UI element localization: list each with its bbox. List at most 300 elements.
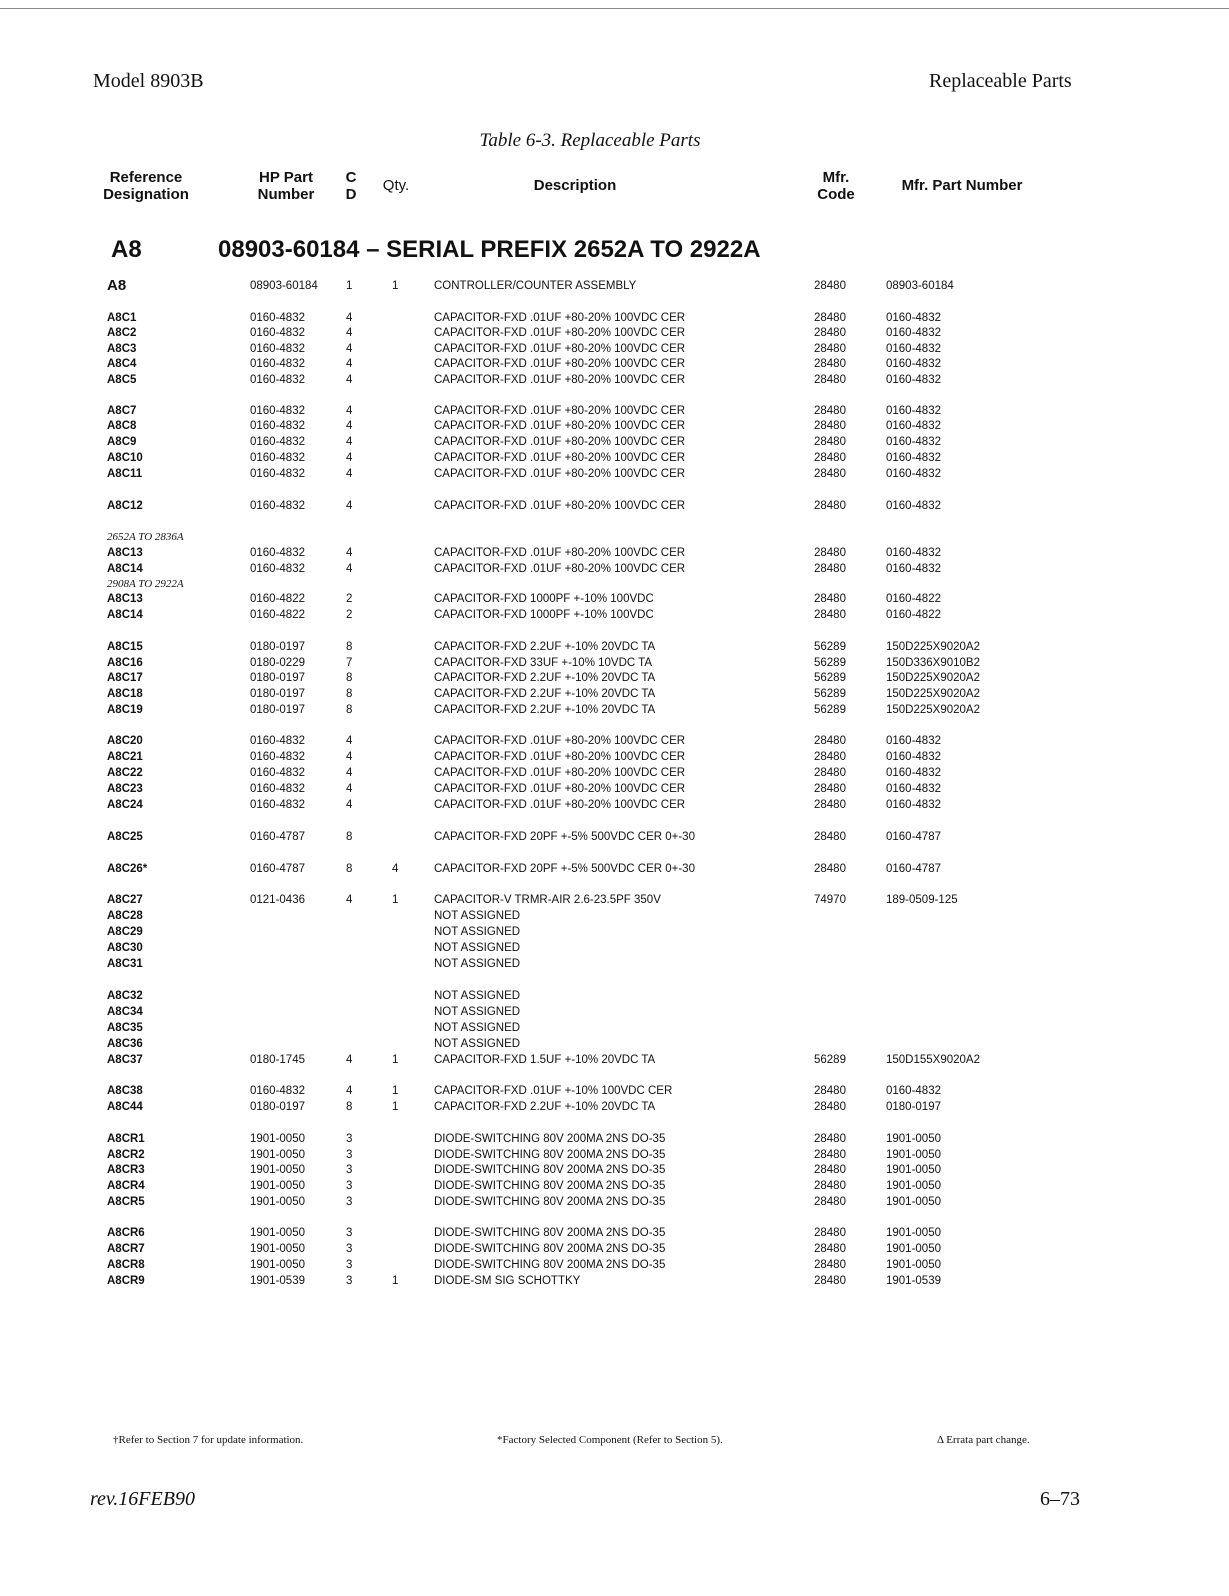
- cell-ref: A8C34: [107, 1006, 143, 1018]
- cell-cd: 4: [346, 894, 353, 906]
- cell-ref: A8C7: [107, 405, 137, 417]
- cell-mpn: 0160-4832: [886, 799, 941, 811]
- cell-hp: 0160-4832: [250, 374, 305, 386]
- table-row: [0, 797, 1229, 813]
- table-row: [0, 591, 1229, 607]
- col-header-description: Description: [533, 177, 617, 194]
- table-row: [0, 607, 1229, 623]
- col-header-hp-line2: Number: [257, 186, 315, 203]
- cell-mpn: 0160-4832: [886, 452, 941, 464]
- cell-cd: 8: [346, 831, 353, 843]
- cell-desc: CAPACITOR-FXD 2.2UF +-10% 20VDC TA: [434, 1101, 656, 1113]
- col-header-cd: [341, 169, 361, 203]
- table-row: [0, 325, 1229, 341]
- cell-ref: A8CR7: [107, 1243, 145, 1255]
- cell-ref: A8C13: [107, 593, 143, 605]
- cell-hp: 1901-0050: [250, 1164, 305, 1176]
- cell-mfr: 28480: [814, 500, 846, 512]
- section-header: Replaceable Parts: [929, 70, 1072, 92]
- cell-hp: 0160-4832: [250, 799, 305, 811]
- cell-desc: CAPACITOR-FXD .01UF +80-20% 100VDC CER: [434, 735, 686, 747]
- cell-mfr: 28480: [814, 452, 846, 464]
- table-row: [0, 702, 1229, 718]
- footnote-factory-selected: *Factory Selected Component (Refer to Section 5).: [497, 1434, 723, 1446]
- cell-mpn: 0160-4832: [886, 547, 941, 559]
- col-header-mfr-line2: Code: [817, 186, 855, 203]
- table-row: [0, 686, 1229, 702]
- cell-mfr: 28480: [814, 343, 846, 355]
- cell-ref: A8CR3: [107, 1164, 145, 1176]
- table-row: [0, 670, 1229, 686]
- cell-mfr: 28480: [814, 563, 846, 575]
- cell-mpn: 0160-4832: [886, 751, 941, 763]
- cell-ref: A8C11: [107, 468, 143, 480]
- cell-ref: A8C36: [107, 1038, 143, 1050]
- cell-mpn: 150D225X9020A2: [886, 704, 980, 716]
- cell-hp: 0160-4787: [250, 863, 305, 875]
- cell-mfr: 28480: [814, 1227, 846, 1239]
- cell-desc: DIODE-SWITCHING 80V 200MA 2NS DO-35: [434, 1259, 666, 1271]
- cell-hp: 0160-4832: [250, 563, 305, 575]
- cell-ref: A8C28: [107, 910, 143, 922]
- cell-mpn: 0160-4832: [886, 767, 941, 779]
- cell-ref: A8C1: [107, 312, 137, 324]
- cell-desc: CAPACITOR-FXD .01UF +80-20% 100VDC CER: [434, 327, 686, 339]
- cell-qty: 1: [392, 280, 399, 292]
- cell-hp: 1901-0050: [250, 1149, 305, 1161]
- cell-desc: CAPACITOR-FXD .01UF +80-20% 100VDC CER: [434, 374, 686, 386]
- table-row: [0, 1241, 1229, 1257]
- cell-desc: DIODE-SWITCHING 80V 200MA 2NS DO-35: [434, 1227, 666, 1239]
- cell-ref: A8CR2: [107, 1149, 145, 1161]
- table-row: [0, 765, 1229, 781]
- cell-hp: 08903-60184: [250, 280, 318, 292]
- cell-ref: A8C37: [107, 1054, 143, 1066]
- cell-cd: 3: [346, 1259, 353, 1271]
- cell-desc: CAPACITOR-FXD .01UF +80-20% 100VDC CER: [434, 343, 686, 355]
- cell-qty: 1: [392, 1085, 399, 1097]
- cell-desc: CAPACITOR-FXD .01UF +80-20% 100VDC CER: [434, 436, 686, 448]
- cell-desc: DIODE-SWITCHING 80V 200MA 2NS DO-35: [434, 1149, 666, 1161]
- col-header-reference-line2: Designation: [103, 186, 189, 203]
- cell-ref: A8C35: [107, 1022, 143, 1034]
- cell-mfr: 28480: [814, 735, 846, 747]
- top-rule: [0, 8, 1229, 9]
- cell-mfr: 56289: [814, 672, 846, 684]
- cell-hp: 0160-4832: [250, 343, 305, 355]
- col-header-mfr-part-number: Mfr. Part Number: [901, 177, 1023, 194]
- cell-hp: 1901-0050: [250, 1227, 305, 1239]
- col-header-hp-part: [248, 169, 324, 203]
- assembly-ref: A8: [111, 236, 142, 263]
- cell-mpn: 150D225X9020A2: [886, 672, 980, 684]
- cell-cd: 2: [346, 593, 353, 605]
- cell-cd: 4: [346, 735, 353, 747]
- cell-hp: 0180-0197: [250, 672, 305, 684]
- cell-mfr: 28480: [814, 767, 846, 779]
- cell-mpn: 0160-4832: [886, 783, 941, 795]
- table-row: [0, 278, 1229, 294]
- cell-cd: 4: [346, 468, 353, 480]
- cell-mfr: 28480: [814, 405, 846, 417]
- cell-mfr: 28480: [814, 358, 846, 370]
- table-row: [0, 356, 1229, 372]
- cell-desc: CAPACITOR-FXD .01UF +80-20% 100VDC CER: [434, 751, 686, 763]
- cell-cd: 4: [346, 374, 353, 386]
- cell-hp: 0160-4832: [250, 358, 305, 370]
- cell-ref: A8C32: [107, 990, 143, 1002]
- cell-ref: A8C15: [107, 641, 143, 653]
- table-row: [0, 1225, 1229, 1241]
- cell-ref: A8C22: [107, 767, 143, 779]
- cell-desc: CAPACITOR-FXD .01UF +80-20% 100VDC CER: [434, 405, 686, 417]
- cell-mfr: 28480: [814, 799, 846, 811]
- cell-ref: A8C2: [107, 327, 137, 339]
- cell-hp: 1901-0050: [250, 1259, 305, 1271]
- cell-desc: DIODE-SWITCHING 80V 200MA 2NS DO-35: [434, 1196, 666, 1208]
- cell-cd: 4: [346, 312, 353, 324]
- cell-ref: A8C16: [107, 657, 143, 669]
- cell-mpn: 1901-0050: [886, 1243, 941, 1255]
- table-row: [0, 545, 1229, 561]
- cell-mpn: 1901-0539: [886, 1275, 941, 1287]
- cell-cd: 3: [346, 1196, 353, 1208]
- table-row: [0, 733, 1229, 749]
- cell-hp: 0160-4832: [250, 547, 305, 559]
- cell-mfr: 28480: [814, 1196, 846, 1208]
- cell-mfr: 56289: [814, 1054, 846, 1066]
- cell-ref: A8C21: [107, 751, 143, 763]
- cell-cd: 3: [346, 1243, 353, 1255]
- cell-cd: 2: [346, 609, 353, 621]
- cell-desc: CAPACITOR-FXD .01UF +80-20% 100VDC CER: [434, 312, 686, 324]
- cell-mpn: 0160-4832: [886, 468, 941, 480]
- assembly-title: 08903-60184 – SERIAL PREFIX 2652A TO 2922A: [218, 236, 761, 263]
- table-row: [0, 1162, 1229, 1178]
- cell-desc: NOT ASSIGNED: [434, 926, 521, 938]
- cell-cd: 4: [346, 751, 353, 763]
- table-row: [0, 892, 1229, 908]
- cell-cd: 4: [346, 452, 353, 464]
- cell-desc: CAPACITOR-FXD 2.2UF +-10% 20VDC TA: [434, 688, 656, 700]
- cell-desc: CAPACITOR-FXD .01UF +80-20% 100VDC CER: [434, 783, 686, 795]
- cell-ref: 2652A TO 2836A: [107, 531, 184, 543]
- cell-hp: 0160-4832: [250, 420, 305, 432]
- cell-desc: NOT ASSIGNED: [434, 1038, 521, 1050]
- cell-mpn: 0160-4832: [886, 420, 941, 432]
- cell-desc: CAPACITOR-FXD 2.2UF +-10% 20VDC TA: [434, 704, 656, 716]
- table-row: [0, 1194, 1229, 1210]
- cell-desc: CAPACITOR-FXD 20PF +-5% 500VDC CER 0+-30: [434, 831, 695, 843]
- cell-ref: A8C20: [107, 735, 143, 747]
- cell-mpn: 189-0509-125: [886, 894, 958, 906]
- cell-hp: 0160-4832: [250, 751, 305, 763]
- cell-desc: CAPACITOR-FXD 1.5UF +-10% 20VDC TA: [434, 1054, 656, 1066]
- cell-mfr: 28480: [814, 547, 846, 559]
- col-header-qty: Qty.: [382, 177, 410, 194]
- cell-mfr: 28480: [814, 1149, 846, 1161]
- cell-mfr: 56289: [814, 688, 846, 700]
- cell-ref: A8C30: [107, 942, 143, 954]
- cell-mpn: 0160-4787: [886, 831, 941, 843]
- cell-mfr: 28480: [814, 863, 846, 875]
- cell-mpn: 0160-4832: [886, 500, 941, 512]
- table-row: [0, 655, 1229, 671]
- cell-mfr: 28480: [814, 280, 846, 292]
- cell-ref: A8C26*: [107, 863, 148, 875]
- cell-cd: 4: [346, 405, 353, 417]
- cell-desc: CAPACITOR-FXD .01UF +80-20% 100VDC CER: [434, 358, 686, 370]
- cell-hp: 0180-1745: [250, 1054, 305, 1066]
- cell-ref: A8C13: [107, 547, 143, 559]
- cell-mpn: 0160-4822: [886, 609, 941, 621]
- cell-ref: A8C24: [107, 799, 143, 811]
- col-header-cd-line2: D: [345, 186, 357, 203]
- cell-desc: CAPACITOR-FXD 1000PF +-10% 100VDC: [434, 609, 654, 621]
- cell-hp: 1901-0539: [250, 1275, 305, 1287]
- cell-mpn: 0160-4832: [886, 436, 941, 448]
- cell-mfr: 28480: [814, 609, 846, 621]
- cell-desc: NOT ASSIGNED: [434, 910, 521, 922]
- cell-ref: A8C4: [107, 358, 137, 370]
- cell-desc: CAPACITOR-FXD 33UF +-10% 10VDC TA: [434, 657, 653, 669]
- cell-desc: NOT ASSIGNED: [434, 958, 521, 970]
- cell-hp: 0160-4832: [250, 735, 305, 747]
- cell-cd: 3: [346, 1149, 353, 1161]
- cell-ref: A8C8: [107, 420, 137, 432]
- cell-cd: 8: [346, 672, 353, 684]
- cell-cd: 7: [346, 657, 353, 669]
- cell-qty: 4: [392, 863, 399, 875]
- table-row: [0, 639, 1229, 655]
- table-row: [0, 1004, 1229, 1020]
- table-row: [0, 924, 1229, 940]
- cell-ref: A8CR8: [107, 1259, 145, 1271]
- cell-desc: CAPACITOR-FXD .01UF +80-20% 100VDC CER: [434, 468, 686, 480]
- table-row: [0, 1099, 1229, 1115]
- cell-mpn: 150D225X9020A2: [886, 641, 980, 653]
- cell-mfr: 28480: [814, 374, 846, 386]
- cell-mfr: 28480: [814, 436, 846, 448]
- cell-hp: 0160-4832: [250, 327, 305, 339]
- cell-mpn: 150D336X9010B2: [886, 657, 980, 669]
- cell-mfr: 28480: [814, 831, 846, 843]
- table-row: [0, 418, 1229, 434]
- cell-hp: 1901-0050: [250, 1243, 305, 1255]
- cell-desc: CAPACITOR-V TRMR-AIR 2.6-23.5PF 350V: [434, 894, 661, 906]
- cell-mpn: 1901-0050: [886, 1196, 941, 1208]
- cell-cd: 4: [346, 799, 353, 811]
- cell-desc: NOT ASSIGNED: [434, 942, 521, 954]
- cell-mpn: 1901-0050: [886, 1259, 941, 1271]
- table-row: [0, 781, 1229, 797]
- cell-ref: A8C29: [107, 926, 143, 938]
- cell-cd: 4: [346, 358, 353, 370]
- cell-hp: 0160-4832: [250, 436, 305, 448]
- table-row: [0, 749, 1229, 765]
- cell-hp: 0160-4787: [250, 831, 305, 843]
- table-row: [0, 956, 1229, 972]
- cell-mfr: 28480: [814, 1133, 846, 1145]
- cell-mfr: 28480: [814, 1164, 846, 1176]
- table-row: [0, 341, 1229, 357]
- cell-desc: CAPACITOR-FXD .01UF +80-20% 100VDC CER: [434, 452, 686, 464]
- cell-cd: 4: [346, 547, 353, 559]
- cell-cd: 4: [346, 343, 353, 355]
- cell-desc: CAPACITOR-FXD .01UF +-10% 100VDC CER: [434, 1085, 673, 1097]
- cell-cd: 8: [346, 1101, 353, 1113]
- cell-ref: A8C14: [107, 563, 143, 575]
- cell-mfr: 28480: [814, 783, 846, 795]
- table-row: [0, 450, 1229, 466]
- cell-cd: 3: [346, 1164, 353, 1176]
- cell-desc: CAPACITOR-FXD .01UF +80-20% 100VDC CER: [434, 547, 686, 559]
- cell-cd: 4: [346, 436, 353, 448]
- cell-ref: A8C18: [107, 688, 143, 700]
- table-row: [0, 1257, 1229, 1273]
- cell-mpn: 0160-4832: [886, 405, 941, 417]
- cell-ref: A8C23: [107, 783, 143, 795]
- cell-hp: 0180-0197: [250, 1101, 305, 1113]
- cell-desc: CAPACITOR-FXD .01UF +80-20% 100VDC CER: [434, 500, 686, 512]
- cell-cd: 4: [346, 500, 353, 512]
- cell-ref: A8C27: [107, 894, 143, 906]
- cell-mpn: 1901-0050: [886, 1180, 941, 1192]
- cell-ref: A8CR4: [107, 1180, 145, 1192]
- cell-cd: 4: [346, 1085, 353, 1097]
- page-number: 6–73: [1040, 1488, 1080, 1510]
- cell-desc: CAPACITOR-FXD 1000PF +-10% 100VDC: [434, 593, 654, 605]
- cell-qty: 1: [392, 1101, 399, 1113]
- cell-desc: DIODE-SM SIG SCHOTTKY: [434, 1275, 581, 1287]
- cell-ref: A8C19: [107, 704, 143, 716]
- col-header-mfr-line1: Mfr.: [822, 169, 850, 186]
- cell-mpn: 08903-60184: [886, 280, 954, 292]
- table-row: [0, 576, 1229, 592]
- cell-hp: 0160-4822: [250, 593, 305, 605]
- cell-hp: 1901-0050: [250, 1180, 305, 1192]
- cell-mpn: 0160-4832: [886, 312, 941, 324]
- table-row: [0, 434, 1229, 450]
- cell-mfr: 56289: [814, 657, 846, 669]
- cell-mpn: 1901-0050: [886, 1164, 941, 1176]
- cell-cd: 4: [346, 767, 353, 779]
- col-header-reference-line1: Reference: [109, 169, 183, 186]
- cell-mfr: 56289: [814, 641, 846, 653]
- table-row: [0, 1083, 1229, 1099]
- table-row: [0, 1178, 1229, 1194]
- table-row: [0, 310, 1229, 326]
- cell-ref: A8CR6: [107, 1227, 145, 1239]
- cell-mfr: 28480: [814, 751, 846, 763]
- cell-cd: 4: [346, 1054, 353, 1066]
- table-row: [0, 861, 1229, 877]
- cell-mfr: 28480: [814, 1243, 846, 1255]
- table-row: [0, 908, 1229, 924]
- cell-mfr: 28480: [814, 593, 846, 605]
- cell-mfr: 28480: [814, 1085, 846, 1097]
- cell-hp: 0160-4832: [250, 783, 305, 795]
- cell-ref: A8C25: [107, 831, 143, 843]
- footnote-update: †Refer to Section 7 for update information.: [113, 1434, 304, 1446]
- cell-mpn: 0180-0197: [886, 1101, 941, 1113]
- cell-mpn: 0160-4822: [886, 593, 941, 605]
- cell-ref: A8CR9: [107, 1275, 145, 1287]
- cell-mfr: 28480: [814, 1180, 846, 1192]
- table-row: [0, 1036, 1229, 1052]
- cell-hp: 0160-4832: [250, 500, 305, 512]
- cell-hp: 0160-4832: [250, 468, 305, 480]
- cell-ref: A8C38: [107, 1085, 143, 1097]
- table-row: [0, 1273, 1229, 1289]
- cell-mpn: 150D225X9020A2: [886, 688, 980, 700]
- cell-cd: 8: [346, 641, 353, 653]
- cell-desc: CAPACITOR-FXD 20PF +-5% 500VDC CER 0+-30: [434, 863, 695, 875]
- cell-desc: CAPACITOR-FXD 2.2UF +-10% 20VDC TA: [434, 672, 656, 684]
- cell-desc: CAPACITOR-FXD .01UF +80-20% 100VDC CER: [434, 420, 686, 432]
- cell-hp: 0180-0197: [250, 641, 305, 653]
- cell-mpn: 0160-4832: [886, 327, 941, 339]
- cell-ref: A8CR1: [107, 1133, 145, 1145]
- cell-cd: 4: [346, 420, 353, 432]
- cell-mpn: 1901-0050: [886, 1227, 941, 1239]
- table-row: [0, 1131, 1229, 1147]
- cell-desc: DIODE-SWITCHING 80V 200MA 2NS DO-35: [434, 1243, 666, 1255]
- cell-cd: 3: [346, 1133, 353, 1145]
- cell-mpn: 0160-4832: [886, 563, 941, 575]
- cell-mpn: 0160-4832: [886, 735, 941, 747]
- cell-desc: CAPACITOR-FXD .01UF +80-20% 100VDC CER: [434, 767, 686, 779]
- cell-cd: 8: [346, 688, 353, 700]
- table-row: [0, 372, 1229, 388]
- cell-mfr: 28480: [814, 327, 846, 339]
- col-header-reference: [100, 169, 192, 203]
- cell-mfr: 74970: [814, 894, 846, 906]
- cell-mpn: 0160-4832: [886, 1085, 941, 1097]
- cell-mfr: 28480: [814, 420, 846, 432]
- cell-qty: 1: [392, 1275, 399, 1287]
- cell-mfr: 28480: [814, 1101, 846, 1113]
- revision-date: rev.16FEB90: [90, 1488, 195, 1510]
- cell-cd: 8: [346, 863, 353, 875]
- cell-hp: 0180-0229: [250, 657, 305, 669]
- col-header-hp-line1: HP Part: [259, 169, 313, 186]
- cell-cd: 3: [346, 1227, 353, 1239]
- table-row: [0, 829, 1229, 845]
- table-row: [0, 988, 1229, 1004]
- table-row: [0, 1052, 1229, 1068]
- cell-desc: NOT ASSIGNED: [434, 1006, 521, 1018]
- table-title: Table 6-3. Replaceable Parts: [479, 130, 701, 151]
- table-row: [0, 466, 1229, 482]
- cell-ref: A8C9: [107, 436, 137, 448]
- cell-desc: DIODE-SWITCHING 80V 200MA 2NS DO-35: [434, 1180, 666, 1192]
- cell-ref: A8C10: [107, 452, 143, 464]
- cell-ref: A8C5: [107, 374, 137, 386]
- cell-ref: A8C3: [107, 343, 137, 355]
- cell-hp: 0160-4822: [250, 609, 305, 621]
- cell-ref: A8CR5: [107, 1196, 145, 1208]
- cell-mpn: 1901-0050: [886, 1149, 941, 1161]
- cell-cd: 3: [346, 1180, 353, 1192]
- cell-cd: 4: [346, 563, 353, 575]
- cell-mfr: 28480: [814, 468, 846, 480]
- cell-mpn: 0160-4832: [886, 374, 941, 386]
- col-header-mfr-code: [810, 169, 862, 203]
- cell-ref: 2908A TO 2922A: [107, 578, 184, 590]
- cell-hp: 1901-0050: [250, 1133, 305, 1145]
- cell-qty: 1: [392, 1054, 399, 1066]
